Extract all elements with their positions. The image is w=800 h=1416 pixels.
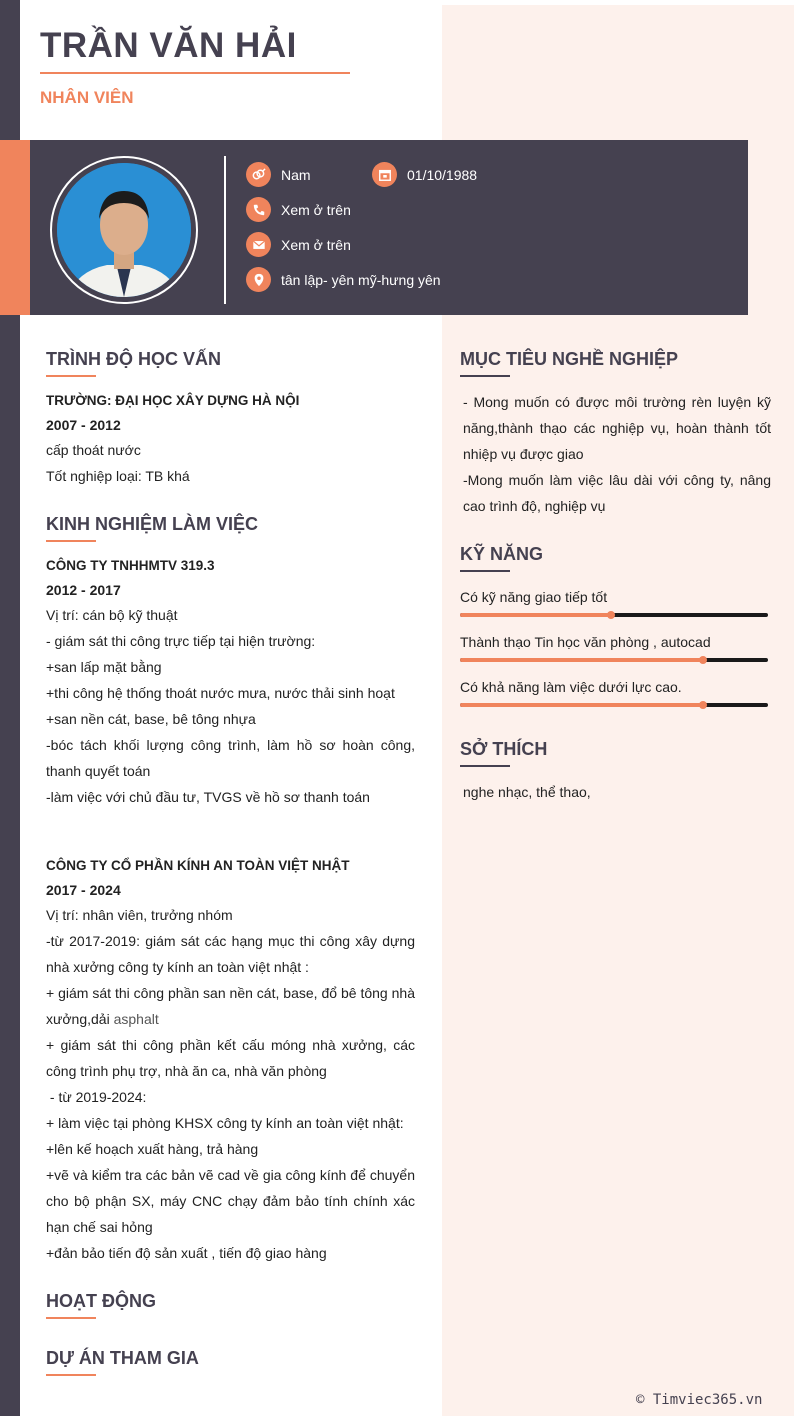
contact-gender	[246, 162, 311, 187]
contact-phone	[246, 197, 351, 222]
job2-line: -từ 2017-2019: giám sát các hạng mục thi công xây dựng nhà xưởng công ty kính an toàn việt nhật :	[46, 933, 415, 975]
job2-line: +đản bảo tiến độ sản xuất , tiến độ giao hàng	[46, 1245, 327, 1261]
projects-title: DỰ ÁN THAM GIA	[46, 1348, 199, 1368]
experience-title: KINH NGHIỆM LÀM VIỆC	[46, 514, 259, 534]
job1-line: Vị trí: cán bộ kỹ thuật	[46, 607, 178, 623]
address-value: tân lập- yên mỹ-hưng yên	[281, 271, 441, 288]
phone-value: Xem ở trên	[281, 201, 351, 218]
candidate-name: TRẦN VĂN HẢI	[40, 26, 297, 65]
skill-label: Có kỹ năng giao tiếp tốt	[460, 589, 608, 605]
objective-paragraph-2: -Mong muốn làm việc lâu dài với công ty, nâng cao trình độ, nghiệp vụ	[463, 472, 771, 514]
asphalt-text: asphalt	[113, 1011, 159, 1027]
job1-line: +thi công hệ thống thoát nước mưa, nước thải sinh hoạt	[46, 685, 395, 701]
birthday-value: 01/10/1988	[407, 166, 478, 183]
education-grade: Tốt nghiệp loại: TB khá	[46, 468, 190, 484]
job2-line: - từ 2019-2024:	[46, 1089, 147, 1105]
job2-line: +lên kế hoạch xuất hàng, trả hàng	[46, 1141, 259, 1157]
skill-bar-fill	[460, 658, 703, 662]
skills-title: KỸ NĂNG	[460, 544, 544, 564]
band-accent	[0, 140, 30, 315]
job2-line: Vị trí: nhân viên, trưởng nhóm	[46, 907, 233, 923]
gender-icon	[246, 162, 271, 187]
job1-line: +san lấp mặt bằng	[46, 659, 162, 675]
activities-title: HOẠT ĐỘNG	[46, 1291, 156, 1311]
phone-icon	[246, 197, 271, 222]
footer-watermark: © Timviec365.vn	[636, 1392, 763, 1408]
job1-company: CÔNG TY TNHHMTV 319.3	[46, 558, 215, 573]
job2-line	[46, 980, 415, 1032]
job1-line: - giám sát thi công trực tiếp tại hiện trường:	[46, 633, 316, 649]
projects-underline	[46, 1374, 96, 1376]
contact-email	[246, 232, 351, 257]
job1-line: +san nền cát, base, bê tông nhựa	[46, 711, 256, 727]
education-school: TRƯỜNG: ĐẠI HỌC XÂY DỰNG HÀ NỘI	[46, 393, 300, 408]
skill-bar-fill	[460, 703, 703, 707]
band-divider	[224, 156, 226, 304]
contact-birthday	[372, 162, 477, 187]
job2-line: +vẽ và kiểm tra các bản vẽ cad về gia công kính để chuyển cho bộ phận SX, máy CNC chạy đảm bảo tính chính xác hạn chế sai hỏng	[46, 1167, 415, 1235]
job2-line: + làm việc tại phòng KHSX công ty kính an toàn việt nhật:	[46, 1115, 404, 1131]
email-value: Xem ở trên	[281, 236, 351, 253]
education-title: TRÌNH ĐỘ HỌC VẤN	[46, 349, 221, 369]
activities-underline	[46, 1317, 96, 1319]
skill-label: Có khả năng làm việc dưới lực cao.	[460, 679, 682, 695]
job1-years: 2012 - 2017	[46, 582, 121, 598]
objective-underline	[460, 375, 510, 377]
job2-company: CÔNG TY CỔ PHẦN KÍNH AN TOÀN VIỆT NHẬT	[46, 858, 350, 873]
job1-description	[46, 602, 415, 810]
skills-underline	[460, 570, 510, 572]
email-icon	[246, 232, 271, 257]
skill-bar	[460, 658, 768, 662]
experience-underline	[46, 540, 96, 542]
skill-bar-fill	[460, 613, 611, 617]
job1-line: -làm việc với chủ đầu tư, TVGS về hồ sơ thanh toán	[46, 789, 370, 805]
objective-paragraph-1: - Mong muốn có được môi trường rèn luyện kỹ năng,thành thạo các nghiệp vụ, hoàn thành tốt nhiệp vụ được giao	[463, 394, 771, 462]
education-years: 2007 - 2012	[46, 417, 121, 433]
job2-line-text: + giám sát thi công phần san nền cát, base, đổ bê tông nhà xưởng,dải	[46, 985, 415, 1027]
skill-label: Thành thạo Tin học văn phòng , autocad	[460, 634, 711, 650]
job2-description	[46, 902, 415, 1266]
job1-line: -bóc tách khối lượng công trình, làm hồ sơ hoàn công, thanh quyết toán	[46, 737, 415, 779]
name-underline	[40, 72, 350, 74]
education-major: cấp thoát nước	[46, 442, 141, 458]
skill-bar	[460, 613, 768, 617]
job-position: NHÂN VIÊN	[40, 88, 134, 107]
hobbies-underline	[460, 765, 510, 767]
gender-value: Nam	[281, 166, 311, 183]
hobbies-text: nghe nhạc, thể thao,	[463, 784, 591, 800]
objective-title: MỤC TIÊU NGHỀ NGHIỆP	[460, 349, 679, 369]
contact-address	[246, 267, 441, 292]
job2-line: + giám sát thi công phần kết cấu móng nhà xưởng, các công trình phụ trợ, nhà ăn ca, nhà văn phòng	[46, 1037, 415, 1079]
hobbies-title: SỞ THÍCH	[460, 739, 548, 759]
location-pin-icon	[246, 267, 271, 292]
skill-bar	[460, 703, 768, 707]
calendar-icon	[372, 162, 397, 187]
education-underline	[46, 375, 96, 377]
skill-bar-knob	[607, 611, 615, 619]
job2-years: 2017 - 2024	[46, 882, 121, 898]
avatar	[57, 163, 191, 297]
